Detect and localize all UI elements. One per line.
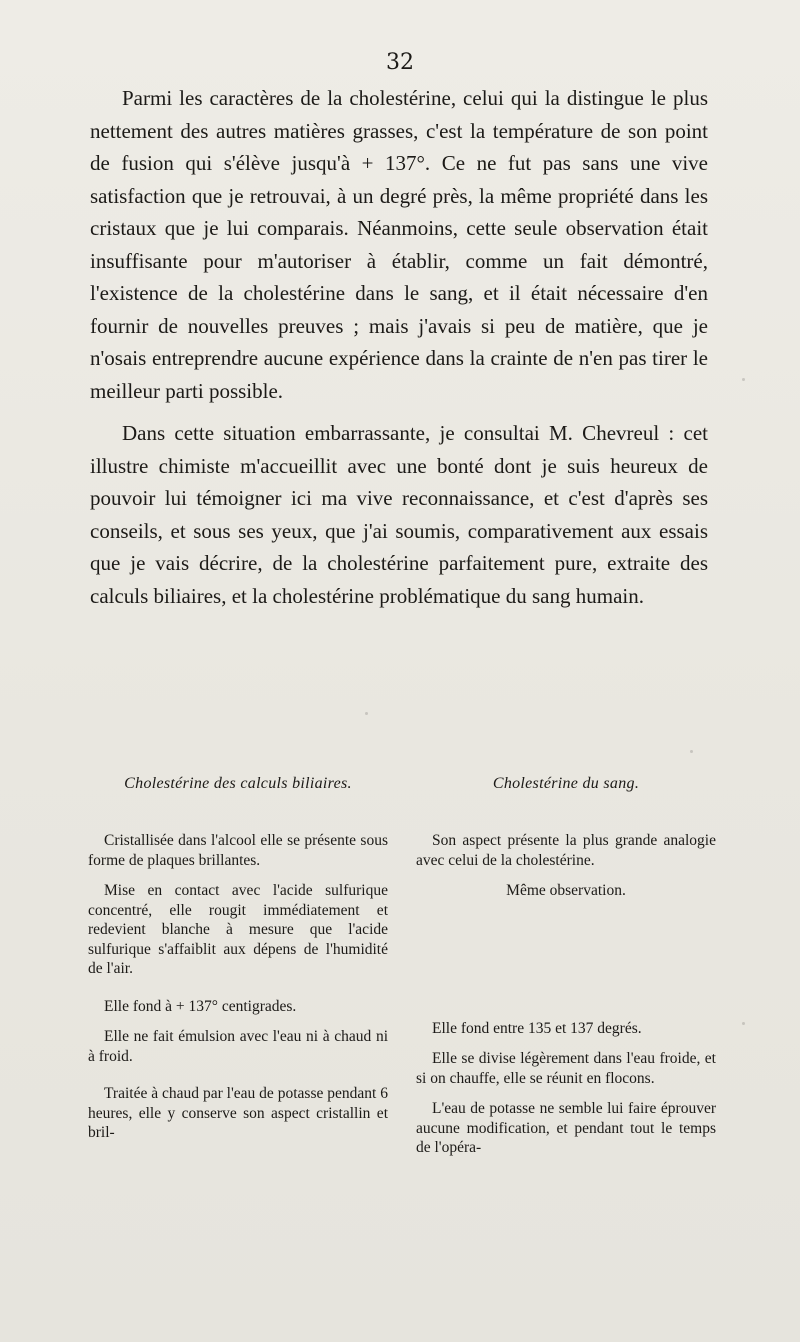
left-entry-sulfuric-acid: Mise en contact avec l'acide sulfurique concentré, elle rougit immédiatement et redevient blanche à mesure que l'acide sulfurique s'affaiblit aux dépens de l'humidité de l'air. — [88, 882, 388, 977]
page-number: 32 — [386, 50, 414, 75]
paper-speck — [365, 712, 368, 715]
left-entry-crystallization: Cristallisée dans l'alcool elle se présente sous forme de plaques brillantes. — [88, 832, 388, 869]
paper-speck — [742, 1022, 745, 1025]
paper-speck — [690, 750, 693, 753]
comparison-columns — [88, 775, 716, 1169]
paragraph-2: Dans cette situation embarrassante, je consultai M. Chevreul : cet illustre chimiste m'accueillit avec une bonté dont je suis heureux de pouvoir lui témoigner ici ma vive reconnaissance, et c'est d'après ses conseils, et sous ses yeux, que j'ai soumis, comparativement aux essais que je vais décrire, de la cholestérine parfaitement pure, extraite des calculs biliaires, et la cholestérine problématique du sang humain. — [90, 421, 708, 608]
right-column — [416, 775, 716, 1169]
right-entry-aspect: Son aspect présente la plus grande analogie avec celui de la cholestérine. — [416, 832, 716, 869]
left-column-heading: Cholestérine des calculs biliaires. — [124, 775, 352, 792]
left-entry-emulsion: Elle ne fait émulsion avec l'eau ni à chaud ni à froid. — [88, 1028, 388, 1065]
right-entry-cold-water: Elle se divise légèrement dans l'eau froide, et si on chauffe, elle se réunit en flocons. — [416, 1050, 716, 1087]
right-column-heading: Cholestérine du sang. — [492, 775, 640, 792]
right-entry-potash: L'eau de potasse ne semble lui faire éprouver aucune modification, et pendant tout le temps de l'opéra- — [416, 1100, 716, 1156]
right-entry-melting-point: Elle fond entre 135 et 137 degrés. — [432, 1019, 642, 1037]
paper-speck — [742, 378, 745, 381]
left-column — [88, 775, 388, 1169]
right-entry-same-observation: Même observation. — [506, 882, 626, 899]
main-text — [90, 82, 708, 612]
left-entry-melting-point: Elle fond à + 137° centigrades. — [104, 997, 297, 1015]
paragraph-1: Parmi les caractères de la cholestérine, celui qui la distingue le plus nettement des autres matières grasses, c'est la température de son point de fusion qui s'élève jusqu'à + 137°. Ce ne fut pas sans une vive satisfaction que je retrouvai, à un degré près, la même propriété dans les cristaux que je lui comparais. Néanmoins, cette seule observation était insuffisante pour m'autoriser à établir, comme un fait démontré, l'existence de la cholestérine dans le sang, et il était nécessaire d'en fournir de nouvelles preuves ; mais j'avais si peu de matière, que je n'osais entreprendre aucune expérience dans la crainte de n'en pas tirer le meilleur parti possible. — [90, 86, 708, 403]
left-entry-potash: Traitée à chaud par l'eau de potasse pendant 6 heures, elle y conserve son aspect cristallin et bril- — [88, 1085, 388, 1141]
